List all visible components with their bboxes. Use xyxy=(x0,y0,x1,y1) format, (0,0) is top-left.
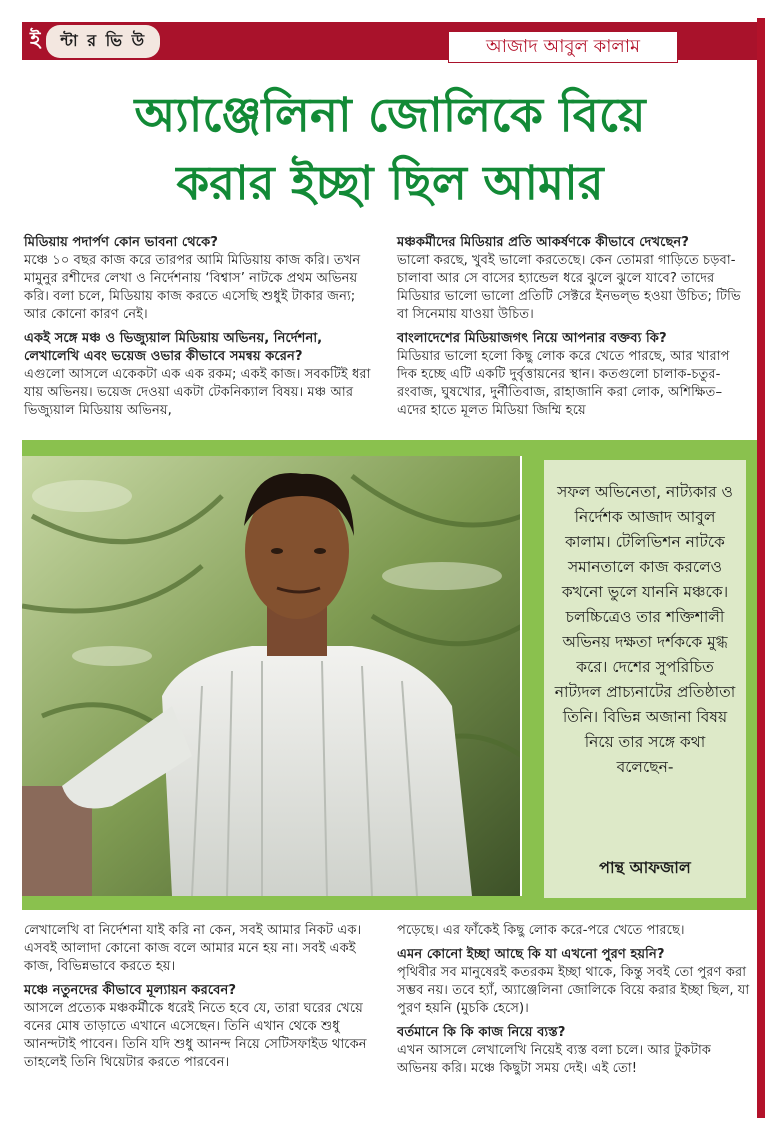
section-tag-pill: ন্টা র ভি উ xyxy=(46,25,160,58)
question: বর্তমানে কি কি কাজ নিয়ে ব্যস্ত? xyxy=(397,1025,566,1040)
question: মঞ্চে নতুনদের কীভাবে মূল্যায়ন করবেন? xyxy=(24,983,236,998)
intro-author: পান্থ আফজাল xyxy=(599,858,691,877)
portrait-photo xyxy=(22,456,522,896)
byline: আজাদ আবুল কালাম xyxy=(485,35,641,57)
headline xyxy=(40,82,740,218)
column-right-top xyxy=(397,234,752,420)
answer: লেখালেখি বা নির্দেশনা যাই করি না কেন, সবই আমার নিকট এক। এসবই আলাদা কোনো কাজ বলে আমার মনে হয় না। সবই একই কাজ, বিভিন্নভাবে করতে হয়। xyxy=(24,923,362,974)
column-right-bottom xyxy=(397,922,752,1078)
question: মিডিয়ায় পদার্পণ কোন ভাবনা থেকে? xyxy=(24,235,218,250)
headline-line-2: করার ইচ্ছা ছিল আমার xyxy=(176,156,604,211)
section-tag xyxy=(30,27,160,55)
column-left-top xyxy=(24,234,374,420)
question: মঞ্চকর্মীদের মিডিয়ার প্রতি আকর্ষণকে কীভাবে দেখছেন? xyxy=(397,235,689,250)
byline-box xyxy=(448,31,678,63)
section-tag-first-letter: ই xyxy=(30,26,41,51)
answer: পড়েছে। এর ফাঁকেই কিছু লোক করে-পরে খেতে পারছে। xyxy=(397,923,685,938)
answer: মিডিয়ার ভালো হলো কিছু লোক করে খেতে পারছে, আর খারাপ দিক হচ্ছে এটি একটি দুর্বৃত্তায়নের স্থান। কতগুলো চালাক-চতুর-রংবাজ, ঘুষখোর, দুর্নীতিবাজ, রাহাজানি করা লোক, অশিক্ষিত– এদের হাতে মূলত মিডিয়া জিম্মি হয়ে xyxy=(397,349,730,418)
answer: এখন আসলে লেখালেখি নিয়েই ব্যস্ত বলা চলে। আর টুকটাক অভিনয় করি। মঞ্চে কিছুটা সময় দেই। এই তো! xyxy=(397,1043,711,1076)
column-left-bottom xyxy=(24,922,374,1072)
question: এমন কোনো ইচ্ছা আছে কি যা এখনো পুরণ হয়নি? xyxy=(397,947,665,962)
answer: আসলে প্রত্যেক মঞ্চকর্মীকে ধরেই নিতে হবে যে, তারা ঘরের খেয়ে বনের মোষ তাড়াতে এখানে এসেছেন। তিনি এখান থেকে শুধু আনন্দটাই পাবেন। তিনি যদি শুধু আনন্দ নিয়ে সেটিসফাইড থাকেন তাহলেই তিনি থিয়েটার করতে পারবেন। xyxy=(24,1001,367,1070)
answer: ভালো করছে, খুবই ভালো করতেছে। কেন তোমরা গাড়িতে চড়বা-চালাবা আর সে বাসের হ্যান্ডেল ধরে ঝুলে ঝুলে যাবে? তাদের মিডিয়ার ভালো ভালো প্রতিটি সেক্টরে ইনভল্ভ হওয়া উচিত; টিভি বা সিনেমায় যাওয়া উচিত। xyxy=(397,253,741,322)
page-edge-bar xyxy=(757,18,765,1118)
portrait-illustration xyxy=(22,456,522,896)
question: একই সঙ্গে মঞ্চ ও ভিজ্যুয়াল মিডিয়ায় অভিনয়, নির্দেশনা, লেখালেখি এবং ভয়েজ ওভার কীভাবে সমন্বয় করেন? xyxy=(24,331,323,364)
question: বাংলাদেশের মিডিয়াজগৎ নিয়ে আপনার বক্তব্য কি? xyxy=(397,331,667,346)
answer: এগুলো আসলে একেকটা এক এক রকম; একই কাজ। সবকটিই ধরা যায় অভিনয়। ভয়েজ দেওয়া একটা টেকনিক্যাল বিষয়। মঞ্চ আর ভিজ্যুয়াল মিডিয়ায় অভিনয়, xyxy=(24,367,371,418)
intro-box xyxy=(544,460,746,898)
answer: পৃথিবীর সব মানুষেরই কতরকম ইচ্ছা থাকে, কিন্তু সবই তো পুরণ করা সম্ভব নয়। তবে হ্যাঁ, অ্যাঞ্জেলিনা জোলিকে বিয়ে করার ইচ্ছা ছিল, যা পুরণ হয়নি (মুচকি হেসে)। xyxy=(397,965,750,1016)
headline-line-1: অ্যাঞ্জেলিনা জোলিকে বিয়ে xyxy=(134,88,646,143)
answer: মঞ্চে ১০ বছর কাজ করে তারপর আমি মিডিয়ায় কাজ করি। তখন মামুনুর রশীদের লেখা ও নির্দেশনায় ‘বিশ্বাস’ নাটকে প্রথম অভিনয় করি। বলা চলে, মিডিয়ায় কাজ করতে এসেছি শুধুই টাকার জন্য; আর কোনো কারণ নেই। xyxy=(24,253,361,322)
intro-text: সফল অভিনেতা, নাট্যকার ও নির্দেশক আজাদ আবুল কালাম। টেলিভিশন নাটকে সমানতালে কাজ করলেও কখনো ভুলে যাননি মঞ্চকে। চলচ্চিত্রেও তার শক্তিশালী অভিনয় দক্ষতা দর্শককে মুগ্ধ করে। দেশের সুপরিচিত নাট্যদল প্রাচ্যনাটের প্রতিষ্ঠাতা তিনি। বিভিন্ন অজানা বিষয় নিয়ে তার সঙ্গে কথা বলেছেন- xyxy=(554,483,736,776)
